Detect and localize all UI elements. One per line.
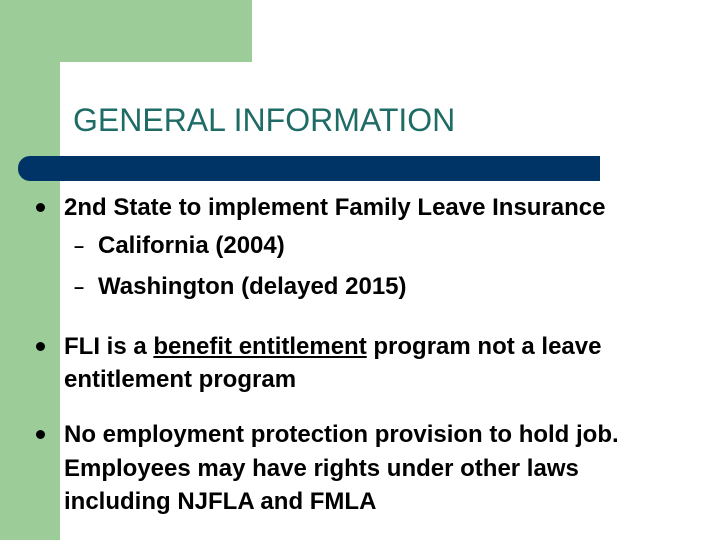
bullet-3-line-3: including NJFLA and FMLA [64,488,377,515]
sub-bullet-2: Washington (delayed 2015) [98,273,407,300]
sub-dash-2: – [74,277,85,297]
green-top-band [0,0,252,62]
bullet-dot-1 [36,203,45,212]
bullet-1-text: 2nd State to implement Family Leave Insurance [64,194,606,221]
sub-dash-1: – [74,236,85,256]
green-left-band [0,0,60,540]
bullet-2-part-b: program not a leave [366,333,602,360]
bullet-dot-2 [36,342,45,351]
bullet-3-line-2: Employees may have rights under other laws [64,455,579,482]
bullet-2-part-a: FLI is a [64,333,154,360]
sub-bullet-1: California (2004) [98,232,285,259]
rounded-corner [60,62,100,102]
slide-title: GENERAL INFORMATION [73,102,456,138]
bullet-2-line-1 [64,330,601,363]
bullet-2-underlined: benefit entitlement [153,333,367,360]
bullet-dot-3 [36,430,45,439]
bullet-3-line-1: No employment protection provision to hold job. [64,421,619,448]
title-divider-bar [18,156,600,181]
bullet-2-line-2: entitlement program [64,366,297,393]
